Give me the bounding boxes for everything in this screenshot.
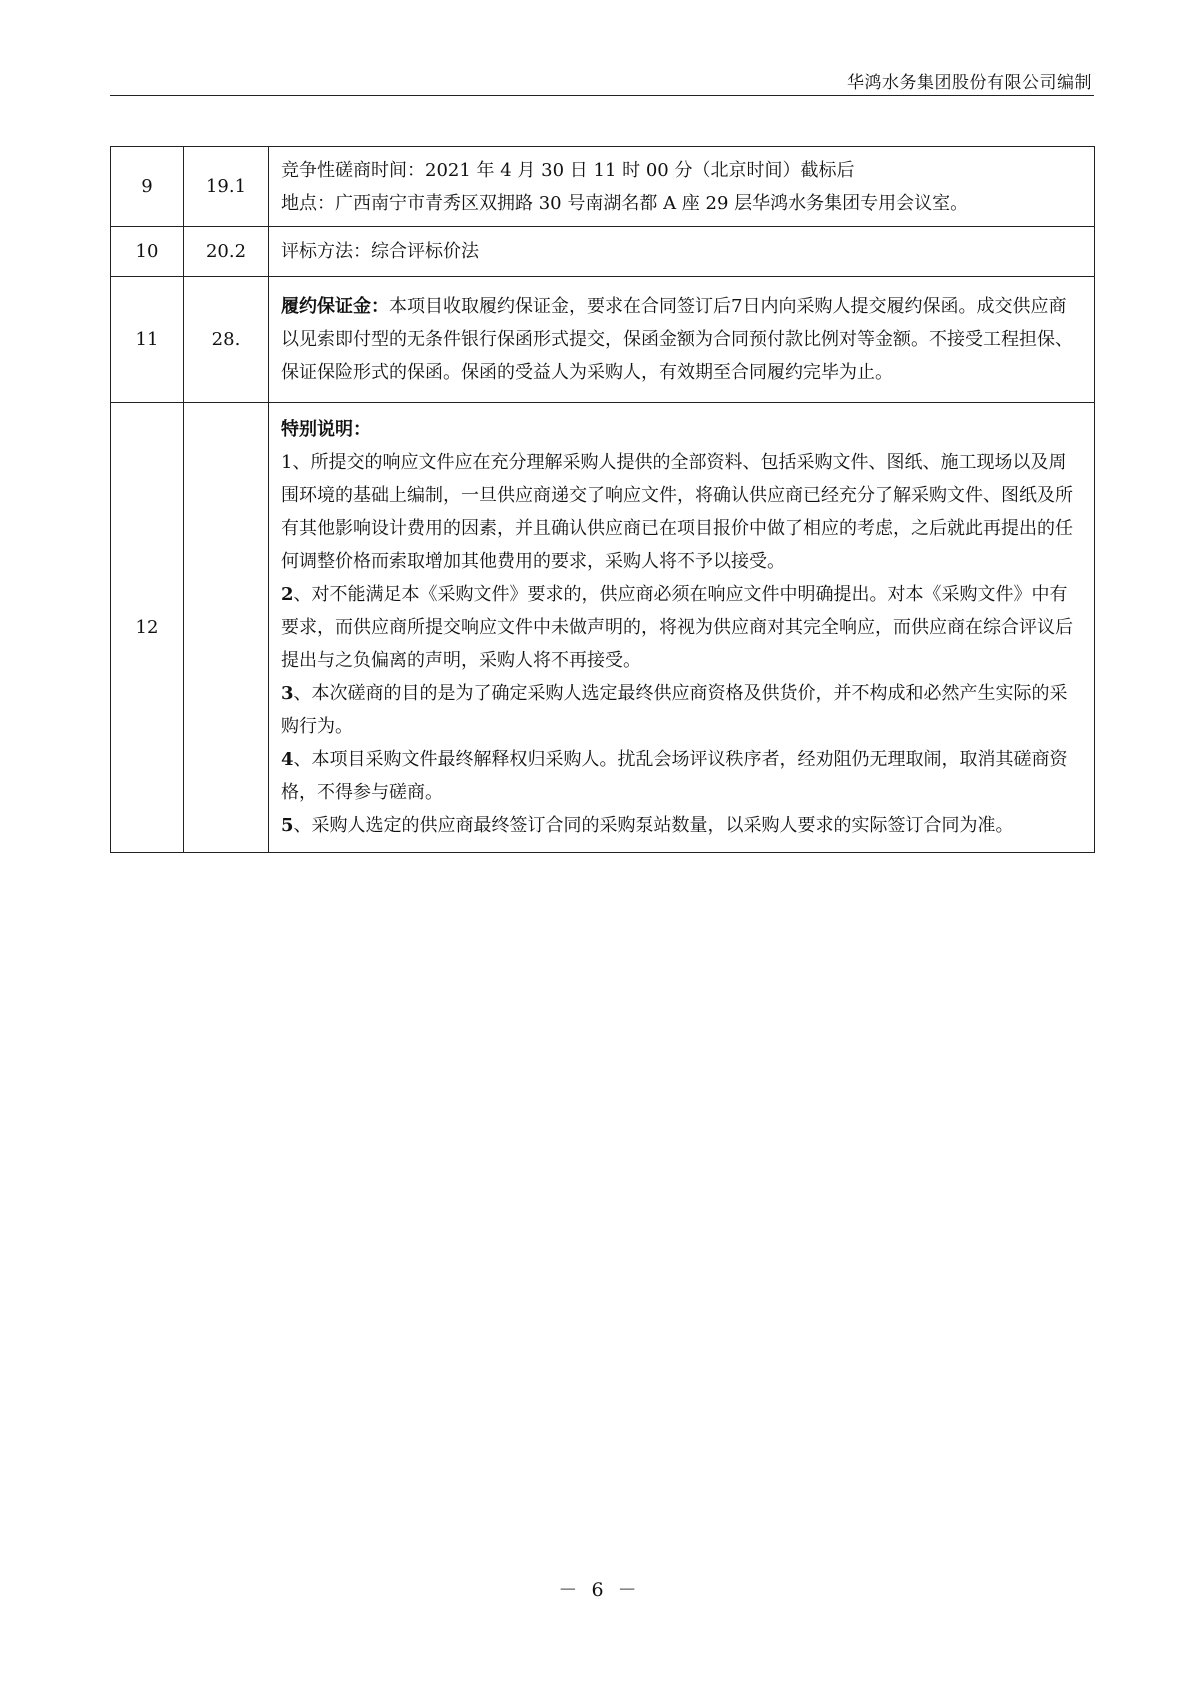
clause-number: 28. <box>184 277 269 403</box>
note-text: 、所提交的响应文件应在充分理解采购人提供的全部资料、包括采购文件、图纸、施工现场以及周围环境的基础上编制，一旦供应商递交了响应文件，将确认供应商已经充分了解采购文件、图纸及所有其他影响设计费用的因素，并且确认供应商已在项目报价中做了相应的考虑，之后就此再提出的任何调整价格而索取增加其他费用的要求，采购人将不予以接受。 <box>281 452 1073 572</box>
table-row <box>111 227 1095 277</box>
note-number: 1 <box>281 452 293 473</box>
row-number: 10 <box>111 227 184 277</box>
table-row <box>111 147 1095 227</box>
consultation-location: 地点：广西南宁市青秀区双拥路 30 号南湖名都 A 座 29 层华鸿水务集团专用会议室。 <box>281 192 969 214</box>
note-number: 5 <box>281 815 294 836</box>
performance-bond-text: 本项目收取履约保证金，要求在合同签订后7日内向采购人提交履约保函。成交供应商以见索即付型的无条件银行保函形式提交，保函金额为合同预付款比例对等金额。不接受工程担保、保证保险形式的保函。保函的受益人为采购人，有效期至合同履约完毕为止。 <box>281 296 1073 383</box>
special-note-item <box>281 578 1084 677</box>
note-text: 、采购人选定的供应商最终签订合同的采购泵站数量，以采购人要求的实际签订合同为准。 <box>293 815 1014 836</box>
note-text: 、本项目采购文件最终解释权归采购人。扰乱会场评议秩序者，经劝阻仍无理取闹，取消其磋商资格，不得参与磋商。 <box>281 749 1068 803</box>
consultation-time: 竞争性磋商时间：2021 年 4 月 30 日 11 时 00 分（北京时间）截标后 <box>281 159 855 181</box>
row-number: 11 <box>111 277 184 403</box>
special-note-item <box>281 809 1084 842</box>
performance-bond-label: 履约保证金： <box>281 296 389 317</box>
table-row <box>111 277 1095 403</box>
special-note-item <box>281 677 1084 743</box>
note-number: 3 <box>281 683 294 704</box>
clause-number <box>184 403 269 853</box>
page-number: － 6 － <box>558 1579 641 1601</box>
row-content <box>269 403 1095 853</box>
row-content <box>269 277 1095 403</box>
special-note-item <box>281 743 1084 809</box>
note-number: 4 <box>281 749 294 770</box>
header-divider <box>110 95 1094 96</box>
evaluation-method: 评标方法：综合评标价法 <box>269 227 1095 277</box>
special-note-item <box>281 446 1084 578</box>
clause-number: 20.2 <box>184 227 269 277</box>
note-text: 、对不能满足本《采购文件》要求的，供应商必须在响应文件中明确提出。对本《采购文件》中有要求，而供应商所提交响应文件中未做声明的，将视为供应商对其完全响应，而供应商在综合评议后提出与之负偏离的声明，采购人将不再接受。 <box>281 584 1073 671</box>
row-number: 9 <box>111 147 184 227</box>
special-notes-title: 特别说明： <box>281 419 371 440</box>
clause-table <box>110 146 1095 853</box>
header-org-name: 华鸿水务集团股份有限公司编制 <box>847 73 1092 93</box>
table-row <box>111 403 1095 853</box>
clause-number: 19.1 <box>184 147 269 227</box>
row-number: 12 <box>111 403 184 853</box>
note-number: 2 <box>281 584 294 605</box>
row-content <box>269 147 1095 227</box>
note-text: 、本次磋商的目的是为了确定采购人选定最终供应商资格及供货价，并不构成和必然产生实际的采购行为。 <box>281 683 1068 737</box>
